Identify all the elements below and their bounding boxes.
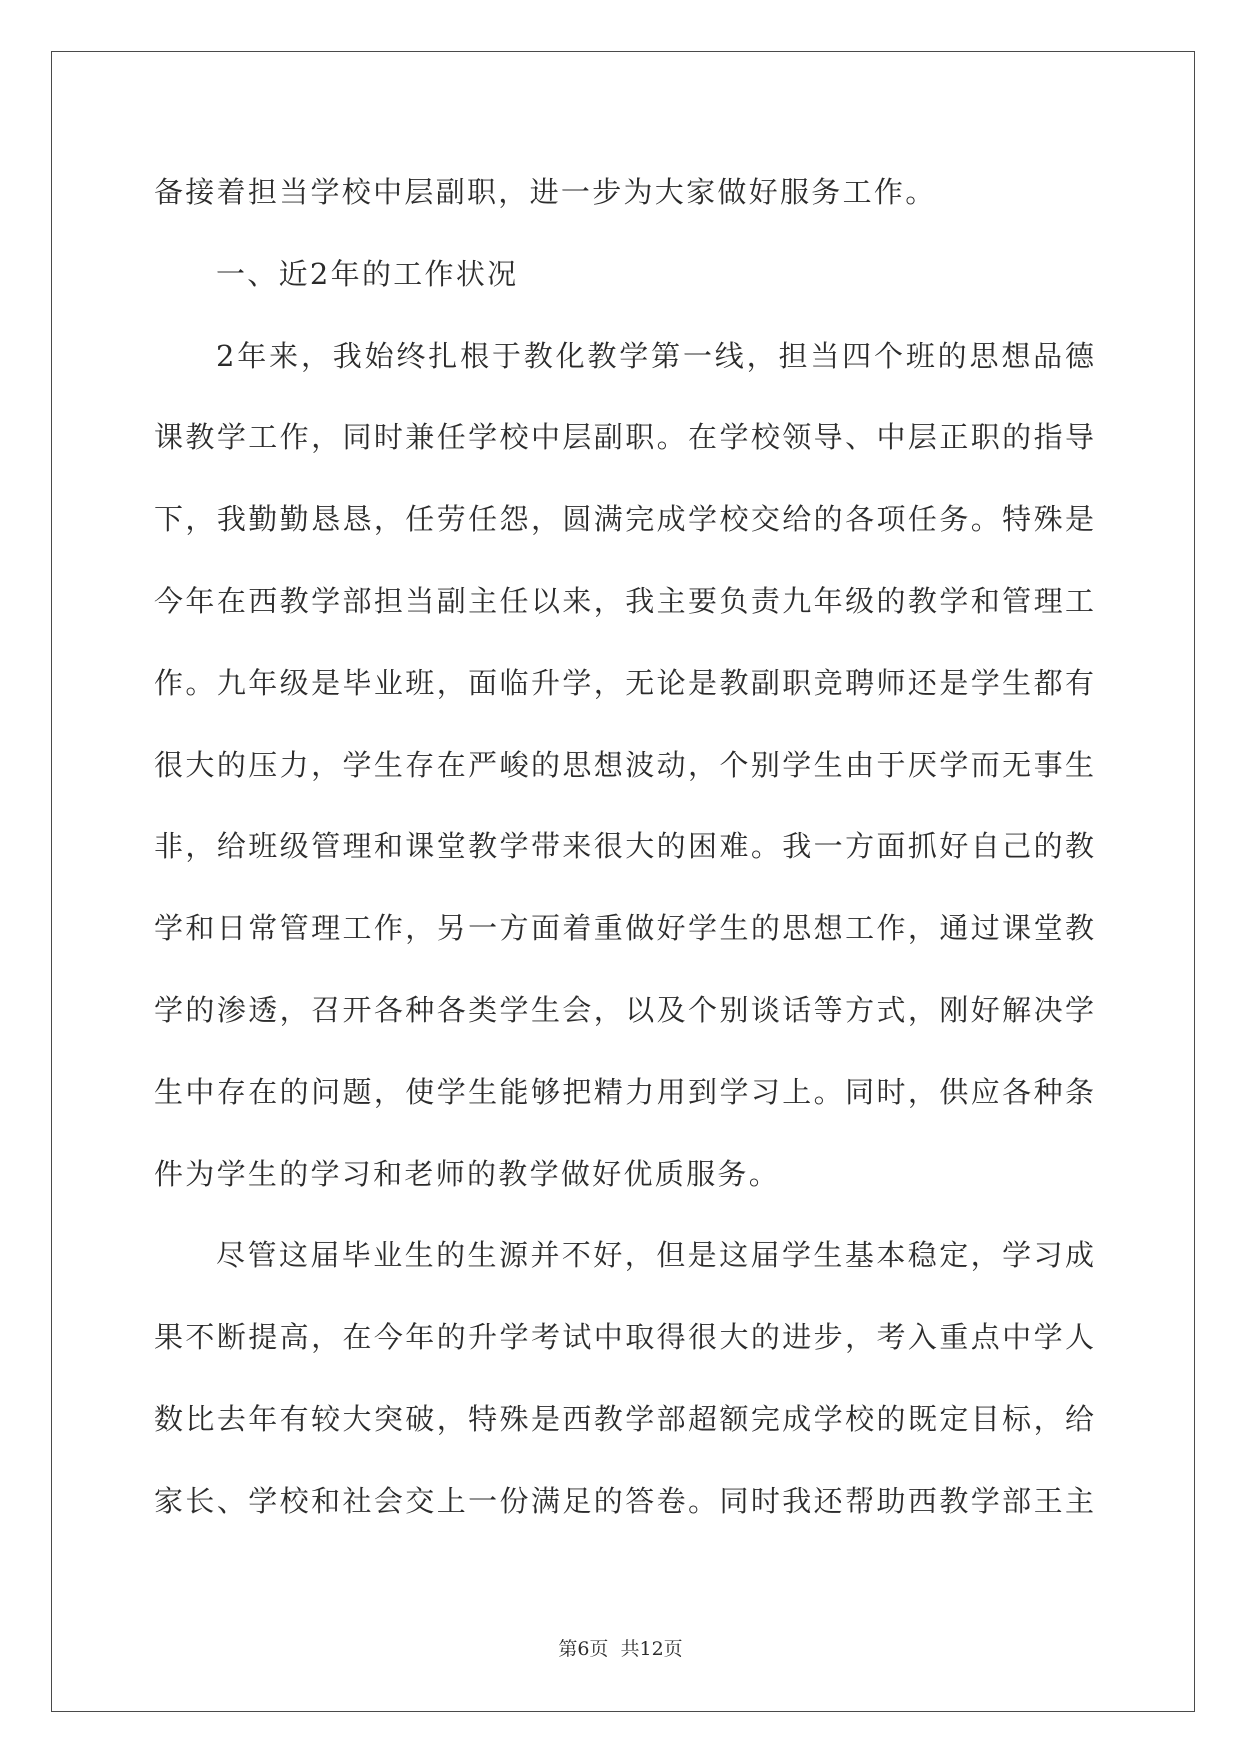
paragraph-work-summary xyxy=(154,316,1094,1216)
text-line: 件为学生的学习和老师的教学做好优质服务。 xyxy=(154,1156,781,1191)
text-line: 尽管这届毕业生的生源并不好，但是这届学生基本稳定，学习成 xyxy=(216,1238,1094,1273)
text-line: 今年在西教学部担当副主任以来，我主要负责九年级的教学和管理工 xyxy=(154,583,1094,618)
heading-line: 一、近2年的工作状况 xyxy=(216,256,519,291)
page-number-footer: 第6页 共12页 xyxy=(558,1638,683,1660)
text-line: 作。九年级是毕业班，面临升学，无论是教副职竞聘师还是学生都有 xyxy=(154,665,1094,700)
text-line: 学和日常管理工作，另一方面着重做好学生的思想工作，通过课堂教 xyxy=(154,911,1094,946)
text-line: 2年来，我始终扎根于教化教学第一线，担当四个班的思想品德 xyxy=(216,338,1094,373)
text-line: 很大的压力，学生存在严峻的思想波动，个别学生由于厌学而无事生 xyxy=(154,747,1094,782)
paragraph-continuation xyxy=(154,152,1094,234)
text-line: 生中存在的问题，使学生能够把精力用到学习上。同时，供应各种条 xyxy=(154,1074,1094,1109)
text-line: 家长、学校和社会交上一份满足的答卷。同时我还帮助西教学部王主 xyxy=(154,1483,1094,1518)
text-line: 数比去年有较大突破，特殊是西教学部超额完成学校的既定目标，给 xyxy=(154,1401,1094,1436)
section-heading xyxy=(154,234,1094,316)
text-line: 课教学工作，同时兼任学校中层副职。在学校领导、中层正职的指导 xyxy=(154,420,1094,455)
paragraph-graduates xyxy=(154,1215,1094,1542)
text-line: 备接着担当学校中层副职，进一步为大家做好服务工作。 xyxy=(154,175,937,209)
text-line: 非，给班级管理和课堂教学带来很大的困难。我一方面抓好自己的教 xyxy=(154,829,1094,864)
text-line: 学的渗透，召开各种各类学生会，以及个别谈话等方式，刚好解决学 xyxy=(154,992,1094,1027)
text-line: 下，我勤勤恳恳，任劳任怨，圆满完成学校交给的各项任务。特殊是 xyxy=(154,502,1094,537)
document-body xyxy=(154,152,1094,1543)
text-line: 果不断提高，在今年的升学考试中取得很大的进步，考入重点中学人 xyxy=(154,1320,1094,1355)
